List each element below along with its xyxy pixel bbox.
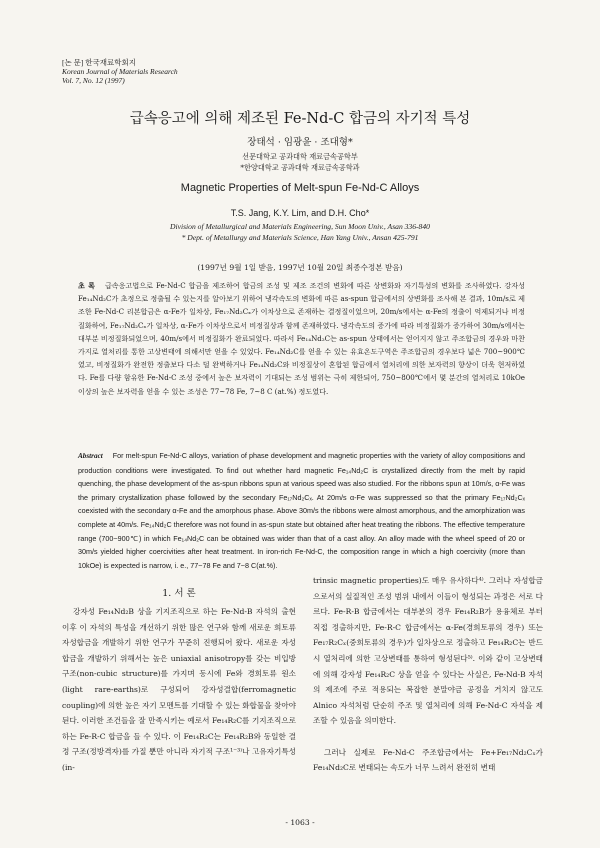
english-abstract: [78, 449, 525, 572]
english-authors: T.S. Jang, K.Y. Lim, and D.H. Cho*: [230, 208, 370, 218]
intro-paragraph-2: 그러나 실제로 Fe-Nd-C 주조합금에서는 Fe+Fe₁₇Nd₂Cₓ가 Fe₁₄Nd₂C로 변태되는 속도가 너무 느려서 완전히 변태: [313, 747, 543, 773]
body-column-left: [62, 604, 296, 776]
korean-abstract-text: 급속응고법으로 Fe-Nd-C 합금을 제조하여 합금의 조성 및 제조 조건의 변화에 따른 상변화와 자기특성의 변화를 조사하였다. 강자성 Fe₁₄Nd₂C가 초정으로 정출될 수 있는지를 알아보기 위하여 냉각속도의 변화에 따른 as-spun 합금에서의 상변화를 조사해 본 결과, 10m/s로 제조한 Fe-Nd-C 리본합금은 α-Fe가 일차상, Fe₁₇Nd₂Cₓ가 이차상으로 존재하는 결정질이었으며, 20m/s에서는 α-Fe의 정출이 억제되거나 비정질화하여, Fe₁₇Nd₂Cₓ가 일차상, α-Fe가 이차상으로서 비정질상과 함께 존재하였다. 냉각속도의 증가에 따라 비정질화가 증가하여 30m/s에서는 대부분 비정질화되었으며, 40m/s에서 비정질화가 완료되었다. 따라서 Fe₁₄Nd₂C는 as-spun 상태에서는 얻어지지 않고 주조합금의 경우와 마찬가지로 열처리를 통한 고상변태에 의해서만 얻을 수 있었다. Fe₁₄Nd₂C를 얻을 수 있는 유효온도구역은 주조합금의 경우보다 넓은 700~900℃였고, 비정질화가 완전한 정출보다 다소 덜 완벽하거나 Fe₁₄Nd₂C와 비정질상이 혼합된 합금에서 열처리에 의한 보자력의 향상이 더욱 현저하였다. Fe를 다량 함유한 Fe-Nd-C 조성 중에서 높은 보자력이 기대되는 조성 범위는 극히 제한되어, 750~800℃에서 몇 분간의 열처리로 10kOe 이상의 높은 보자력을 얻을 수 있는 조성은 77~78 Fe, 7~8 C (at.%) 정도였다.: [78, 281, 525, 396]
english-affiliations: [0, 221, 600, 243]
journal-line-3: Vol. 7, No. 12 (1997): [62, 76, 125, 85]
korean-authors: 장태석 · 임광윤 · 조대형*: [247, 137, 353, 148]
intro-paragraph-1: 강자성 Fe₁₄Nd₂B 상을 기지조직으로 하는 Fe-Nd-B 자석의 출현 이후 이 자석의 특성을 개선하기 위한 많은 연구와 함께 새로운 희토류 자성합금을 개발하기 위한 연구가 꾸준히 진행되어 왔다. 새로운 자성합금을 개발하기 위해서는 높은 uniaxial anisotropy를 갖는 비입방구조(non-cubic structure)를 가지며 동시에 Fe와 경희토류 원소(light rare-earths)로 구성되어 강자성결합(ferromagnetic coupling)에 의한 높은 자기 모멘트를 기대할 수 있는 화합물을 찾아야 된다. 이러한 조건들을 잘 만족시키는 예로서 Fe₁₄R₂C를 기지조직으로 하는 Fe-R-C 합금을 들 수 있다. 이 Fe₁₄R₂C는 Fe₁₄R₂B와 동일한 결정 구조(정방격자)를 가질 뿐만 아니라 자기적 구조¹⁻³⁾나 고유자기특성(in-: [62, 607, 296, 772]
section-heading-introduction: 1. 서 론: [162, 588, 196, 599]
body-column-right: [313, 573, 543, 776]
english-title: Magnetic Properties of Melt-spun Fe-Nd-C Alloys: [180, 182, 420, 194]
korean-abstract-label: 초 록: [78, 281, 95, 290]
intro-paragraph-1-continued: trinsic magnetic properties)도 매우 유사하다⁴⁾. 그러나 자성합금으로서의 실질적인 조성 범위 내에서 이들이 형성되는 과정은 서로 다르다. Fe-R-B 합금에서는 대부분의 경우 Fe₁₄R₂B가 용융체로 부터 직접 정출하지만, Fe-R-C 합금에서는 α-Fe(경희토류의 경우) 또는 Fe₁₇R₂Cₓ(중희토류의 경우)가 일차상으로 정출하고 Fe₁₄R₂C는 반드시 열처리에 의한 고상변태를 통하여 형성된다⁵⁾. 이와 같이 고상변태에 의해 강자성 Fe₁₄R₂C 상을 얻을 수 있다는 사실은, Fe-Nd-B 자석의 제조에 주로 적용되는 복잡한 분말야금 공정을 거치지 않고도 Alnico 자석처럼 단순히 주조 및 열처리에 의해 Fe-Nd-C 자석을 제조할 수 있음을 의미한다.: [313, 576, 543, 726]
received-dates: (1997년 9월 1일 받음, 1997년 10월 20일 최종수정본 받음): [197, 263, 403, 272]
journal-line-2: Korean Journal of Materials Research: [62, 67, 178, 76]
korean-title: 급속응고에 의해 제조된 Fe-Nd-C 합금의 자기적 특성: [129, 111, 471, 127]
english-abstract-label: Abstract: [78, 452, 103, 460]
page-number: - 1063 -: [285, 818, 315, 827]
korean-affiliations: [0, 151, 600, 173]
english-affiliation-1: Division of Metallurgical and Materials Engineering, Sun Moon Univ., Asan 336-840: [170, 222, 430, 231]
journal-header: [62, 58, 178, 85]
korean-affiliation-2: *한양대학교 공과대학 재료금속공학과: [240, 163, 360, 172]
korean-affiliation-1: 선문대학교 공과대학 재료금속공학부: [242, 152, 358, 161]
english-abstract-text: For melt-spun Fe-Nd-C alloys, variation of phase development and magnetic properties with the variety of alloy compositions and production conditions were investigated. To find out whether hard magnetic Fe₁₄Nd₂C is crystallized directly from the melt by rapid quenching, the phase development of the as-spun ribbons spun at various speed was also studied. For the ribbons spun at 10m/s, α-Fe was the primary crystallization phase followed by the secondary Fe₁₇Nd₂Cₓ. At 20m/s α-Fe was suppressed so that the primary Fe₁₇Nd₂Cₓ coexisted with the secondary α-Fe and the amorphous phase. Above 30m/s the ribbons were almost amorphous, and the amorphization was complete at 40m/s. Fe₁₄Nd₂C therefore was not found in as-spun state but obtained after heat treating the ribbons. The effective temperature range (700~900℃) in which Fe₁₄Nd₂C can be obtained was wider than that of a cast alloy. An alloy made with the wheel speed of 20 or 30m/s yielded higher coercivities after heat treatment. In iron-rich Fe-Nd-C, the composition range in which a high coercivity (more than 10kOe) is expected is narrow, i. e., 77~78 Fe and 7~8 C(at.%).: [78, 451, 525, 570]
english-affiliation-2: * Dept. of Metallurgy and Materials Science, Han Yang Univ., Ansan 425-791: [181, 233, 419, 242]
journal-line-1: [논 문] 한국재료학회지: [62, 58, 136, 67]
korean-abstract: [78, 279, 525, 398]
